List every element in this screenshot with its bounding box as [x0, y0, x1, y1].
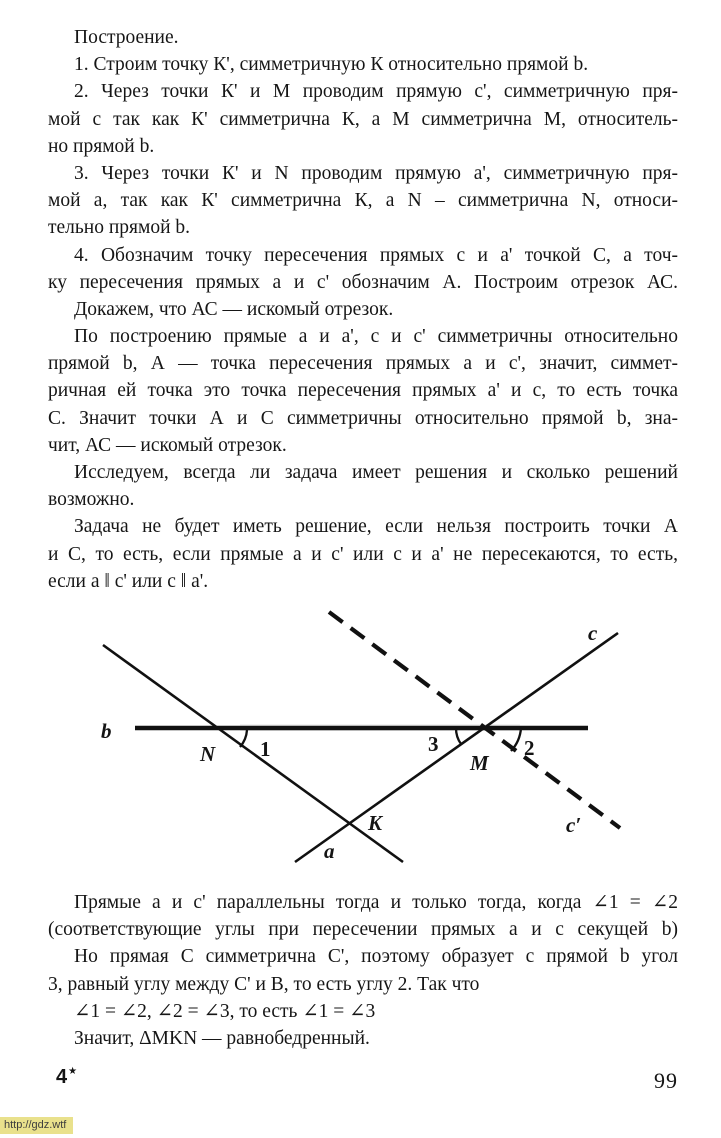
label-line-b: b	[101, 719, 112, 743]
label-line-c: c	[588, 621, 598, 645]
label-angle-1: 1	[260, 737, 271, 761]
text-line: Значит, ΔMKN — равнобедренный.	[74, 1027, 370, 1049]
label-angle-3: 3	[428, 732, 439, 756]
text-line: 3, равный углу между С' и В, то есть углу 2. Так что	[48, 973, 480, 995]
star-icon: ★	[68, 1066, 78, 1077]
text-line: 2. Через точки К' и М проводим прямую с', симметричную пря-	[74, 81, 678, 103]
signature-mark	[56, 1066, 77, 1089]
angle-1-arc	[240, 730, 247, 747]
text-line: 4. Обозначим точку пересечения прямых с и а' точкой С, а точ-	[74, 244, 678, 266]
text-line: Построение.	[74, 27, 179, 48]
solution-text-top	[48, 24, 678, 595]
text-line: прямой b, А — точка пересечения прямых а и с', значит, симмет-	[48, 353, 678, 375]
text-line: 1. Строим точку К', симметричную К относительно прямой b.	[74, 54, 589, 76]
label-angle-2: 2	[524, 736, 535, 760]
text-line: но прямой b.	[48, 135, 155, 157]
text-line: ричная ей точка это точка пересечения прямых а' и с, то есть точка	[48, 380, 678, 402]
label-point-N: N	[200, 742, 216, 766]
signature-number: 4	[56, 1066, 68, 1088]
text-line: ку пересечения прямых а и с' обозначим А. Построим отрезок АС.	[48, 271, 678, 293]
geometry-diagram	[90, 594, 635, 880]
text-line: 3. Через точки К' и N проводим прямую а', симметричную пря-	[74, 162, 678, 184]
text-line: мой а, так как К' симметрична К, а N – симметрична N, относи-	[48, 190, 678, 212]
text-line: Прямые а и с' параллельны тогда и только тогда, когда ∠1 = ∠2	[74, 892, 678, 913]
label-point-M: M	[470, 751, 489, 775]
page-number: 99	[654, 1068, 678, 1093]
text-line: По построению прямые а и а', с и с' симметричны относительно	[74, 326, 678, 348]
label-line-c-prime: c′	[566, 813, 582, 837]
solution-text-bottom	[48, 889, 678, 1052]
text-line: возможно.	[48, 489, 135, 511]
text-line: и С, то есть, если прямые а и с' или с и а' не пересекаются, то есть,	[48, 543, 678, 565]
label-line-a: a	[324, 839, 335, 863]
text-line: Но прямая С симметрична С', поэтому образует с прямой b угол	[74, 946, 678, 968]
text-line: Исследуем, всегда ли задача имеет решения и сколько решений	[74, 462, 678, 483]
watermark: http://gdz.wtf	[0, 1117, 73, 1134]
text-line: ∠1 = ∠2, ∠2 = ∠3, то есть ∠1 = ∠3	[74, 1000, 376, 1022]
line-c-prime	[329, 612, 620, 828]
text-line: если а ‖ с' или с ‖ а'.	[48, 570, 209, 592]
text-line: мой с так как К' симметрична К, а М симметрична М, относитель-	[48, 108, 678, 130]
text-line: тельно прямой b.	[48, 217, 191, 239]
text-line: С. Значит точки А и С симметричны относительно прямой b, зна-	[48, 407, 678, 429]
line-a	[103, 645, 403, 862]
text-line: Докажем, что АС — искомый отрезок.	[74, 298, 394, 320]
text-line: (соответствующие углы при пересечении прямых а и с секущей b)	[48, 919, 678, 941]
text-line: чит, АС — искомый отрезок.	[48, 434, 287, 456]
label-point-K: K	[368, 811, 383, 835]
text-line: Задача не будет иметь решение, если нельзя построить точки А	[74, 516, 678, 538]
angle-2-arc	[511, 728, 521, 751]
